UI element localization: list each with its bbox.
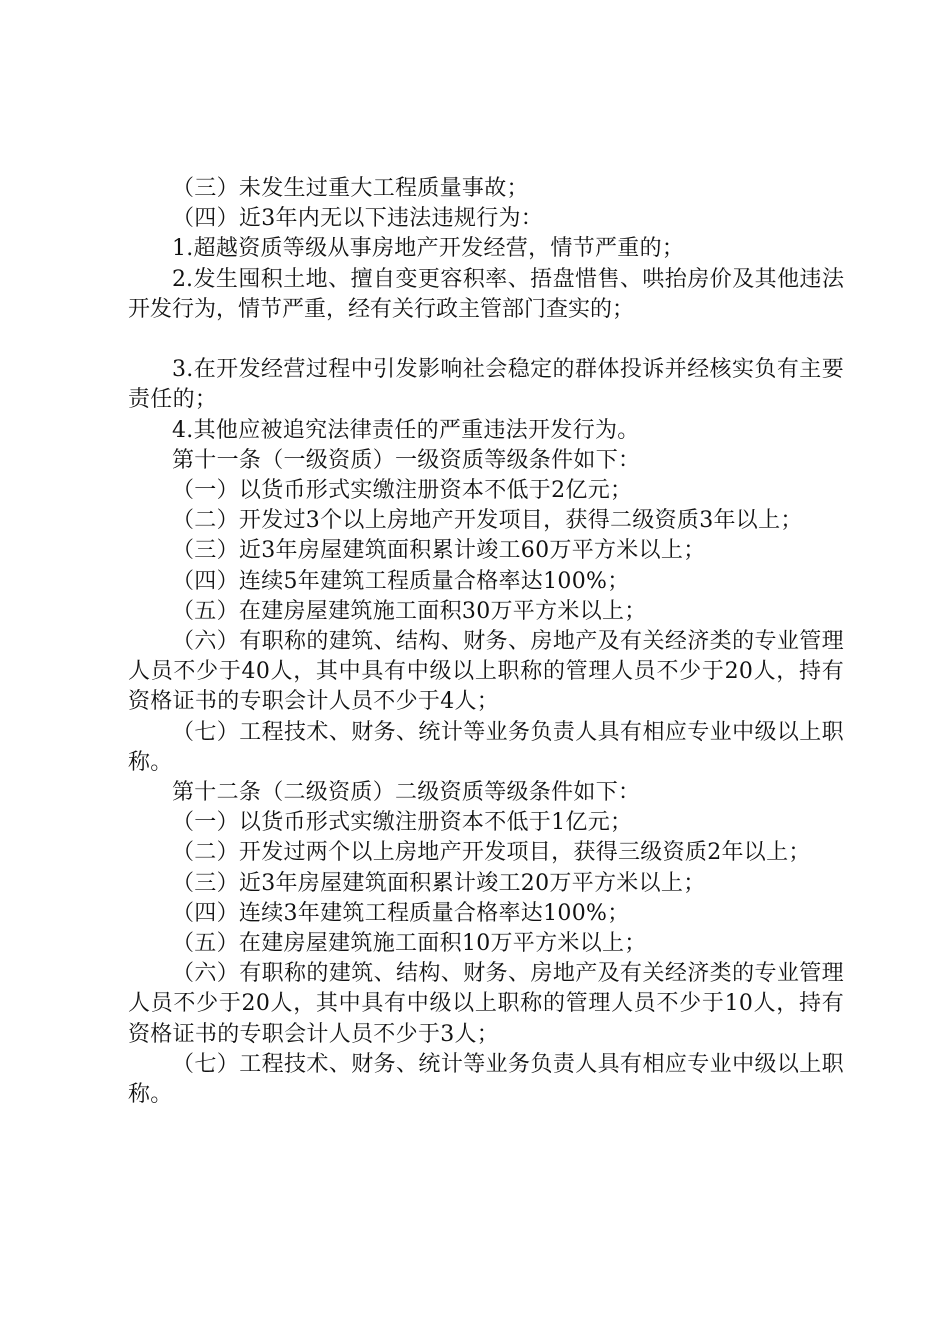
paragraph: （四）连续5年建筑工程质量合格率达100%； [172,568,630,594]
paragraph: （七）工程技术、财务、统计等业务负责人具有相应专业中级以上职称。 [128,1051,844,1108]
paragraph: （七）工程技术、财务、统计等业务负责人具有相应专业中级以上职称。 [128,719,844,775]
paragraph: （四）近3年内无以下违法违规行为： [172,206,544,232]
paragraph: （二）开发过两个以上房地产开发项目，获得三级资质2年以上； [172,840,811,866]
paragraph: 1.超越资质等级从事房地产开发经营，情节严重的； [172,236,685,262]
paragraph: （三）近3年房屋建筑面积累计竣工20万平方米以上； [172,870,706,896]
paragraph: 2.发生囤积土地、擅自变更容积率、捂盘惜售、哄抬房价及其他违法开发行为，情节严重，经有关行政主管部门查实的； [128,266,844,322]
paragraph: （一）以货币形式实缴注册资本不低于1亿元； [172,810,633,836]
paragraph: 3.在开发经营过程中引发影响社会稳定的群体投诉并经核实负有主要责任的； [128,357,844,413]
paragraph: （三）近3年房屋建筑面积累计竣工60万平方米以上； [172,538,706,564]
paragraph: 4.其他应被追究法律责任的严重违法开发行为。 [172,417,640,443]
blank-line [128,325,844,355]
document-body [128,174,844,1110]
paragraph: （五）在建房屋建筑施工面积30万平方米以上； [172,598,647,624]
paragraph: （三）未发生过重大工程质量事故； [172,176,529,201]
paragraph: （六）有职称的建筑、结构、财务、房地产及有关经济类的专业管理人员不少于40人，其中具有中级以上职称的管理人员不少于20人，持有资格证书的专职会计人员不少于4人； [128,629,844,715]
article-heading: 第十一条（一级资质）一级资质等级条件如下： [172,447,641,473]
paragraph: （六）有职称的建筑、结构、财务、房地产及有关经济类的专业管理人员不少于20人，其中具有中级以上职称的管理人员不少于10人，持有资格证书的专职会计人员不少于3人； [128,961,844,1047]
paragraph: （二）开发过3个以上房地产开发项目，获得二级资质3年以上； [172,508,803,534]
paragraph: （四）连续3年建筑工程质量合格率达100%； [172,900,630,926]
paragraph: （五）在建房屋建筑施工面积10万平方米以上； [172,931,647,957]
article-heading: 第十二条（二级资质）二级资质等级条件如下： [172,780,641,806]
paragraph: （一）以货币形式实缴注册资本不低于2亿元； [172,478,633,504]
